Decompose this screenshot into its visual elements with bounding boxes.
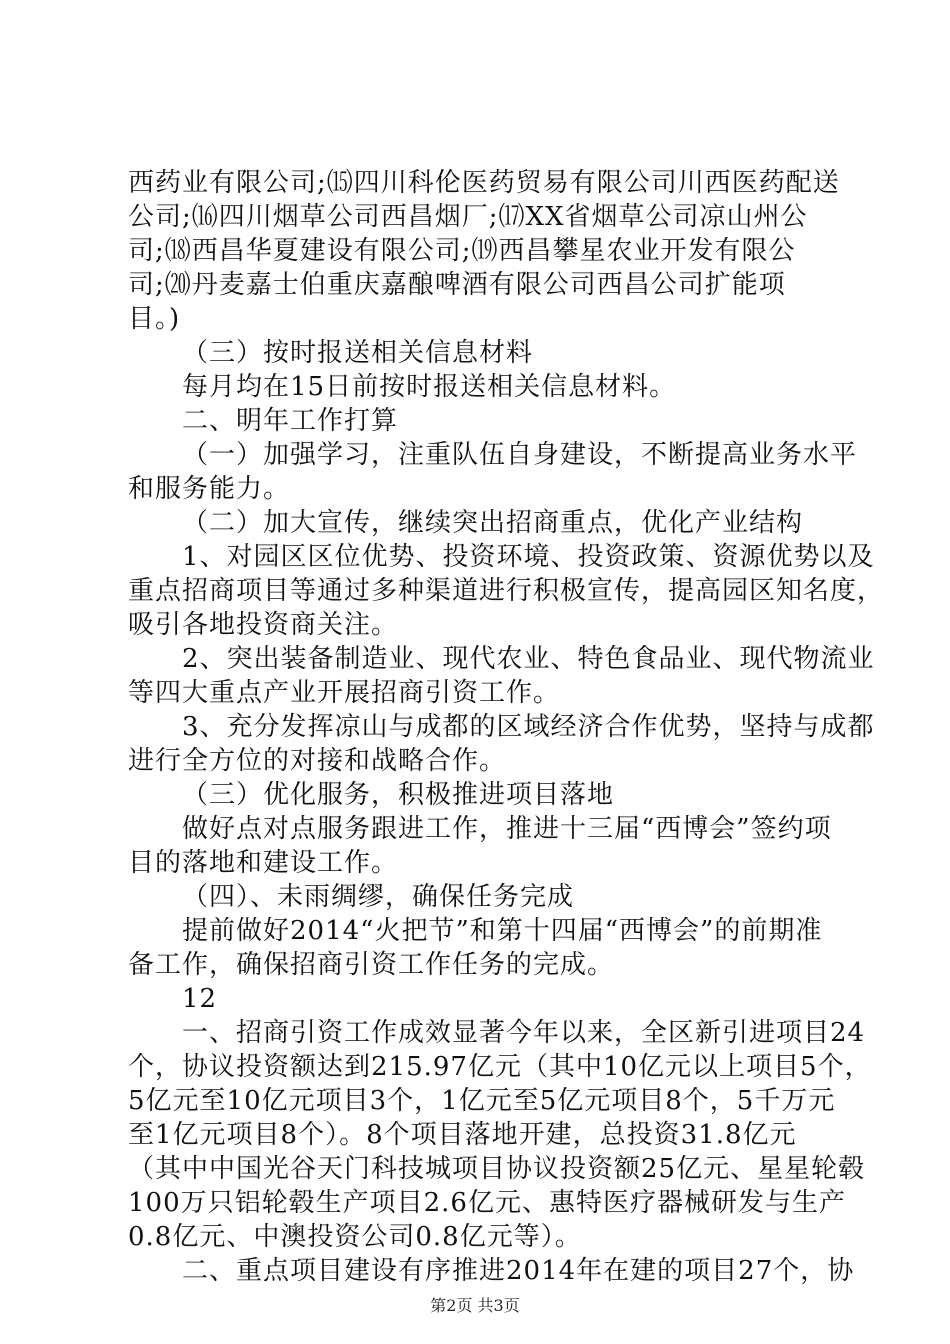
text-line: 每月均在15日前按时报送相关信息材料。 — [182, 372, 677, 402]
text-line: 二、明年工作打算 — [182, 406, 399, 436]
text-line: （三）优化服务，积极推进项目落地 — [182, 780, 615, 810]
text-line: 3、充分发挥凉山与成都的区域经济合作优势，坚持与成都 — [182, 712, 875, 742]
text-line: （四）、未雨绸缪，确保任务完成 — [182, 882, 575, 912]
text-line: 个，协议投资额达到215.97亿元（其中10亿元以上项目5个， — [128, 1052, 872, 1082]
text-line: 和服务能力。 — [128, 474, 291, 504]
text-line: 二、重点项目建设有序推进2014年在建的项目27个，协 — [182, 1256, 855, 1286]
text-line: 至1亿元项目8个）。8个项目落地开建，总投资31.8亿元 — [128, 1120, 797, 1150]
text-line: 1、对园区区位优势、投资环境、投资政策、资源优势以及 — [182, 542, 875, 572]
text-line: 进行全方位的对接和战略合作。 — [128, 746, 507, 776]
text-line: 司;⒇丹麦嘉士伯重庆嘉酿啤酒有限公司西昌公司扩能项 — [128, 270, 786, 300]
text-line: 目的落地和建设工作。 — [128, 848, 399, 878]
text-line: （其中中国光谷天门科技城项目协议投资额25亿元、星星轮毂 — [128, 1154, 866, 1184]
text-line: 5亿元至10亿元项目3个，1亿元至5亿元项目8个，5千万元 — [128, 1086, 836, 1116]
text-line: （二）加大宣传，继续突出招商重点，优化产业结构 — [182, 508, 804, 538]
text-line: （一）加强学习，注重队伍自身建设，不断提高业务水平 — [182, 440, 858, 470]
document-body — [128, 166, 885, 1288]
text-line: 西药业有限公司;⒂四川科伦医药贸易有限公司川西医药配送 — [128, 168, 840, 198]
text-line: 0.8亿元、中澳投资公司0.8亿元等）。 — [128, 1222, 582, 1252]
text-line: 一、招商引资工作成效显著今年以来，全区新引进项目24 — [182, 1018, 866, 1048]
text-line: 吸引各地投资商关注。 — [128, 610, 399, 640]
text-line: 司;⒅西昌华夏建设有限公司;⒆西昌攀星农业开发有限公 — [128, 236, 796, 266]
text-line: 100万只铝轮毂生产项目2.6亿元、惠特医疗器械研发与生产 — [128, 1188, 846, 1218]
text-line: 做好点对点服务跟进工作，推进十三届“西博会”签约项 — [182, 814, 832, 844]
text-line: 备工作，确保招商引资工作任务的完成。 — [128, 950, 615, 980]
text-line: 公司;⒃四川烟草公司西昌烟厂;⒄XX省烟草公司凉山州公 — [128, 202, 808, 232]
text-line: 12 — [182, 984, 218, 1014]
page-footer: 第2页 共3页 — [430, 1296, 520, 1315]
text-line: 提前做好2014“火把节”和第十四届“西博会”的前期准 — [182, 916, 823, 946]
text-line: 等四大重点产业开展招商引资工作。 — [128, 678, 561, 708]
text-line: （三）按时报送相关信息材料 — [182, 338, 534, 368]
text-line: 目。) — [128, 304, 181, 334]
text-line: 重点招商项目等通过多种渠道进行积极宣传，提高园区知名度， — [128, 576, 885, 606]
text-line: 2、突出装备制造业、现代农业、特色食品业、现代物流业 — [182, 644, 875, 674]
